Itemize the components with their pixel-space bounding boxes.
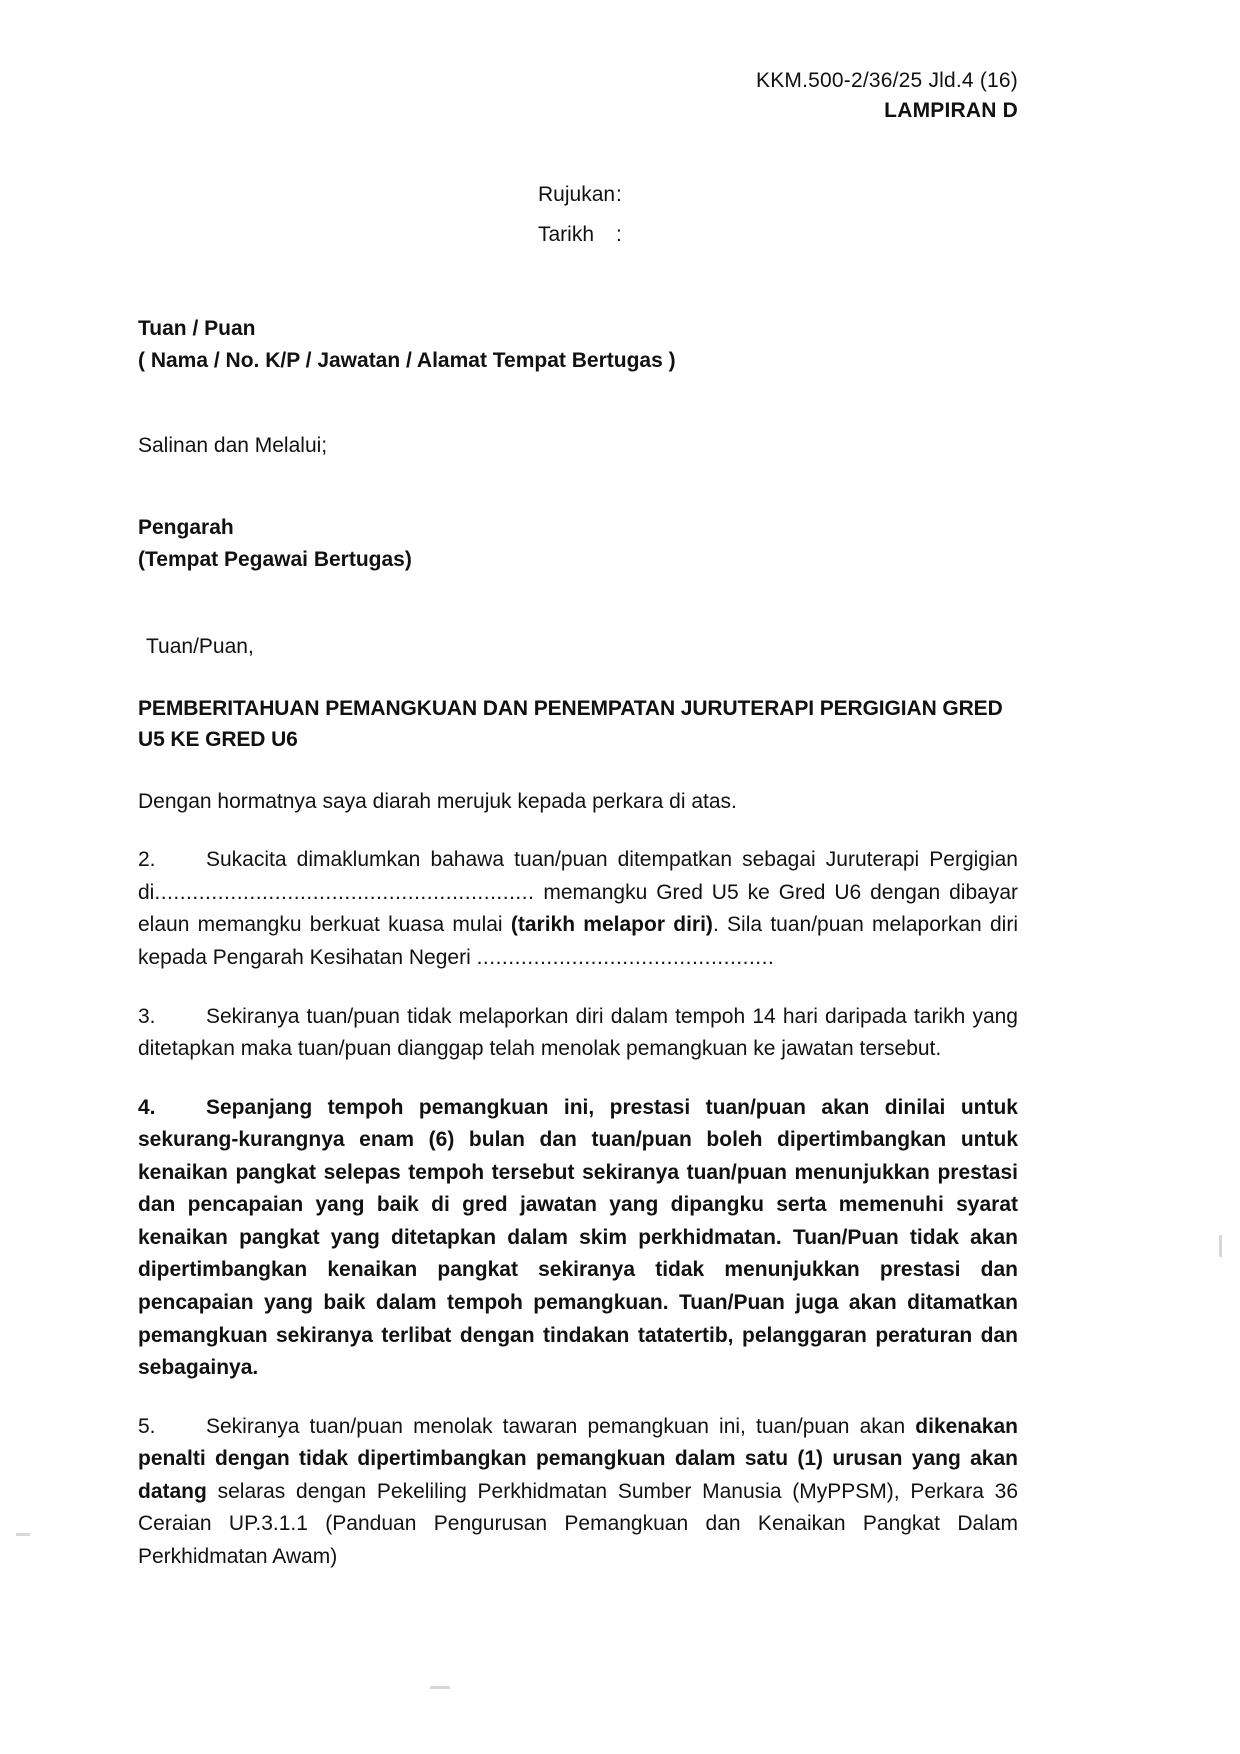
through-block: [138, 512, 1018, 577]
paragraph-intro: Dengan hormatnya saya diarah merujuk kepada perkara di atas.: [138, 789, 737, 813]
paragraph-2-dots-2: ...............................................: [476, 946, 775, 970]
paragraph-4-number: 4.: [138, 1095, 156, 1119]
paragraph-5-number: 5.: [138, 1414, 156, 1438]
rujukan-label: Rujukan: [538, 182, 616, 206]
file-reference-number: KKM.500-2/36/25 Jld.4 (16): [755, 69, 1018, 92]
paragraph-2-text-b: memangku Gred U5 ke Gred U6 dengan dibayar elaun memangku berkuat kuasa mulai: [138, 880, 1018, 937]
recipient-block: [138, 313, 1018, 378]
document-header: [138, 66, 1018, 127]
copy-note: Salinan dan Melalui;: [138, 433, 328, 457]
paragraph-2-text-c: . Sila tuan/puan melaporkan diri kepada Pengarah Kesihatan Negeri: [138, 913, 1019, 970]
paragraph-2-dots-1: ............................................................: [154, 880, 535, 904]
paragraph-4-text: Sepanjang tempoh pemangkuan ini, prestasi tuan/puan akan dinilai untuk sekurang-kurangnya enam (6) bulan dan tuan/puan boleh dipertimbangkan untuk kenaikan pangkat selepas tempoh tersebut sekiranya tuan/puan menunjukkan prestasi dan pencapaian yang baik di gred jawatan yang dipangku serta memenuhi syarat kenaikan pangkat yang ditetapkan dalam skim perkhidmatan. Tuan/Puan tidak akan dipertimbangkan kenaikan pangkat sekiranya tidak menunjukkan prestasi dan pencapaian yang baik dalam tempoh pemangkuan. Tuan/Puan juga akan ditamatkan pemangkuan sekiranya terlibat dengan tindakan tatatertib, pelanggaran peraturan dan sebagainya.: [138, 1095, 1018, 1380]
paragraph-2: [138, 844, 1018, 974]
paragraph-2-number: 2.: [138, 848, 156, 872]
paragraph-3-text: Sekiranya tuan/puan tidak melaporkan diri dalam tempoh 14 hari daripada tarikh yang ditetapkan maka tuan/puan dianggap telah menolak pemangkuan ke jawatan tersebut.: [138, 1004, 1018, 1061]
paragraph-4: [138, 1092, 1018, 1385]
scan-artifact-right: [1219, 1235, 1222, 1257]
through-line-1: Pengarah: [138, 515, 234, 539]
scan-artifact-left: [16, 1533, 30, 1536]
paragraph-2-bold: (tarikh melapor diri): [510, 913, 713, 937]
document-body: [138, 66, 1018, 1573]
rujukan-colon: :: [616, 182, 622, 206]
tarikh-row: [538, 215, 1018, 255]
tarikh-label: Tarikh: [538, 222, 595, 246]
salutation: Tuan/Puan,: [146, 634, 254, 658]
paragraph-5-text-a: Sekiranya tuan/puan menolak tawaran pemangkuan ini, tuan/puan akan: [206, 1414, 906, 1438]
scan-artifact-bottom: [430, 1686, 450, 1689]
paragraph-5-bold: dikenakan penalti dengan tidak dipertimbangkan pemangkuan dalam satu (1) urusan yang akan datang: [138, 1414, 1018, 1503]
paragraph-5: [138, 1411, 1018, 1574]
appendix-label: LAMPIRAN D: [884, 99, 1018, 123]
recipient-line-1: Tuan / Puan: [138, 316, 256, 340]
tarikh-colon: :: [616, 222, 622, 246]
subject-title: PEMBERITAHUAN PEMANGKUAN DAN PENEMPATAN JURUTERAPI PERGIGIAN GRED U5 KE GRED U6: [138, 696, 1003, 752]
paragraph-3: [138, 1001, 1018, 1066]
recipient-line-2: ( Nama / No. K/P / Jawatan / Alamat Tempat Bertugas ): [138, 349, 676, 373]
paragraph-3-number: 3.: [138, 1004, 156, 1028]
rujukan-row: [538, 175, 1018, 215]
reference-block: [138, 175, 1018, 255]
paragraph-2-text-a: Sukacita dimaklumkan bahawa tuan/puan ditempatkan sebagai Juruterapi Pergigian di: [138, 848, 1018, 904]
paragraph-5-text-b: selaras dengan Pekeliling Perkhidmatan Sumber Manusia (MyPPSM), Perkara 36 Ceraian UP.3.1.1 (Panduan Pengurusan Pemangkuan dan Kenaikan Pangkat Dalam Perkhidmatan Awam): [138, 1479, 1018, 1568]
through-line-2: (Tempat Pegawai Bertugas): [138, 548, 412, 572]
